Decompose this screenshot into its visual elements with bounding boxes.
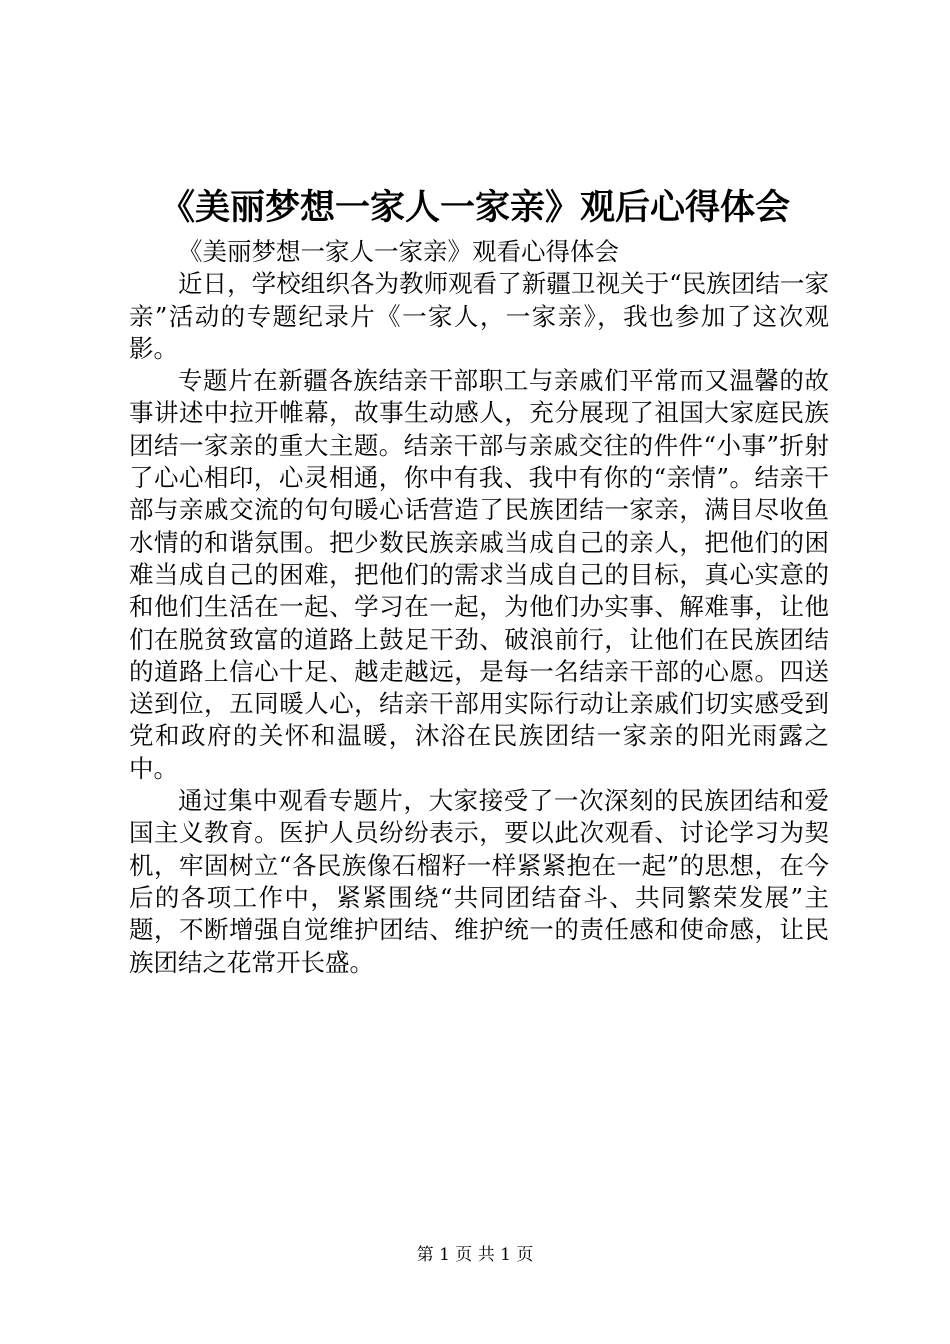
- document-title: 《美丽梦想一家人一家亲》观后心得体会: [159, 187, 790, 228]
- body-paragraph: 专题片在新疆各族结亲干部职工与亲戚们平常而又温馨的故事讲述中拉开帷幕，故事生动感人，充分展现了祖国大家庭民族团结一家亲的重大主题。结亲干部与亲戚交往的件件“小事”折射了心心相印，心灵相通，你中有我、我中有你的“亲情”。结亲干部与亲戚交流的句句暖心话营造了民族团结一家亲，满目尽收鱼水情的和谐氛围。把少数民族亲戚当成自己的亲人，把他们的困难当成自己的困难，把他们的需求当成自己的目标，真心实意的和他们生活在一起、学习在一起，为他们办实事、解难事，让他们在脱贫致富的道路上鼓足干劲、破浪前行，让他们在民族团结的道路上信心十足、越走越远，是每一名结亲干部的心愿。四送送到位，五同暖人心，结亲干部用实际行动让亲戚们切实感受到党和政府的关怀和温暖，沐浴在民族团结一家亲的阳光雨露之中。: [129, 366, 829, 783]
- subtitle-paragraph: 《美丽梦想一家人一家亲》观看心得体会: [178, 237, 619, 266]
- body-paragraph: 近日，学校组织各为教师观看了新疆卫视关于“民族团结一家亲”活动的专题纪录片《一家人，一家亲》，我也参加了这次观影。: [129, 269, 829, 363]
- body-paragraph: 通过集中观看专题片，大家接受了一次深刻的民族团结和爱国主义教育。医护人员纷纷表示，要以此次观看、讨论学习为契机，牢固树立“各民族像石榴籽一样紧紧抱在一起”的思想，在今后的各项工作中，紧紧围绕“共同团结奋斗、共同繁荣发展”主题，不断增强自觉维护团结、维护统一的责任感和使命感，让民族团结之花常开长盛。: [129, 786, 829, 977]
- page-footer: 第 1 页 共 1 页: [416, 1245, 534, 1265]
- document-body: [129, 236, 829, 979]
